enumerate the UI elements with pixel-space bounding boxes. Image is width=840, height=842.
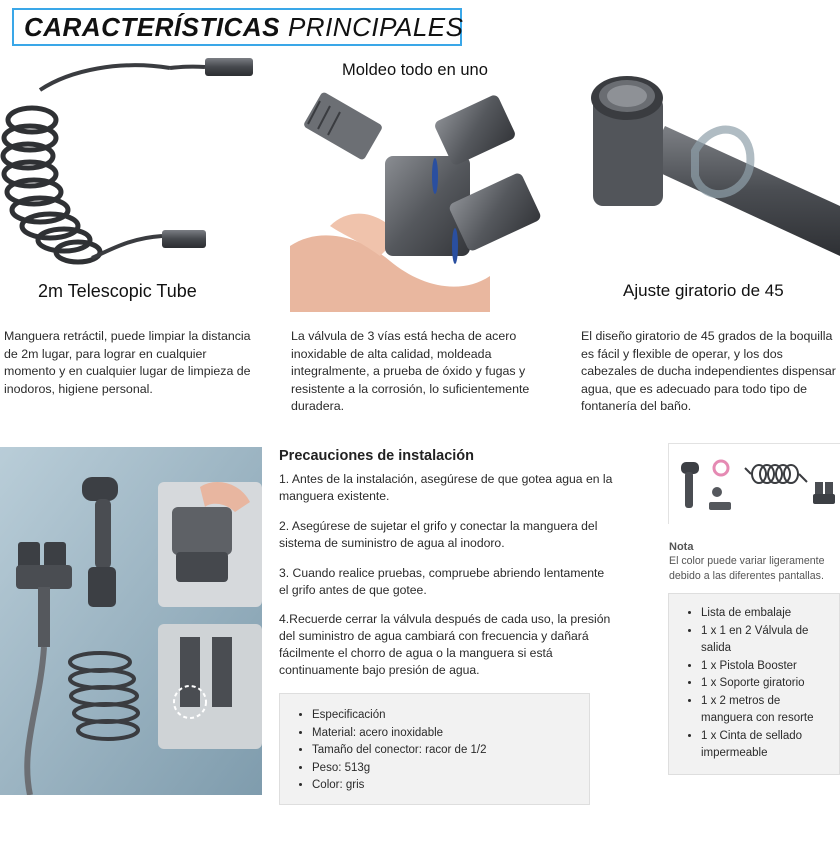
package-contents-image (668, 443, 840, 524)
feature-image-nozzle (585, 56, 840, 286)
installation-step-4: 4.Recuerde cerrar la válvula después de cada uso, la presión del suministro de agua cambiará con frecuencia y dañará fácilmente el chorro de agua o la manguera si está continuamente bajo presión de agua. (279, 612, 611, 677)
feature-description-3: El diseño giratorio de 45 grados de la boquilla es fácil y flexible de operar, y los dos cabezales de ducha independientes dispensar agua, que es adecuado para todo tipo de fontanería del baño. (581, 329, 836, 413)
feature-description-2: La válvula de 3 vías está hecha de acero inoxidable de alta calidad, moldeada integralmente, a prueba de óxido y fugas y resistente a la corrosión, lo suficientemente duradera. (291, 329, 530, 413)
spec-item: • Material: acero inoxidable (312, 725, 589, 743)
packing-item: • Lista de embalaje (701, 605, 831, 623)
spec-item: • Especificación (312, 707, 589, 725)
note-text: El color puede variar ligeramente debido a las diferentes pantallas. (669, 555, 825, 582)
feature-caption-2: Moldeo todo en uno (342, 61, 488, 79)
packing-list-panel (668, 593, 840, 775)
installation-photo (0, 447, 262, 795)
feature-image-valve (290, 86, 550, 312)
feature-description-1: Manguera retráctil, puede limpiar la distancia de 2m lugar, para lograr en cualquier momento y en cualquier lugar de limpieza de inodoros, higiene personal. (4, 329, 251, 396)
spec-item: • Tamaño del conector: racor de 1/2 (312, 742, 589, 760)
section-title-box (12, 8, 462, 46)
spec-item: • Color: gris (312, 777, 589, 795)
note-label: Nota (669, 541, 694, 553)
specs-panel (279, 693, 590, 805)
title-bold: CARACTERÍSTICAS (24, 11, 280, 42)
title-regular: PRINCIPALES (287, 11, 464, 42)
installation-step-1: 1. Antes de la instalación, asegúrese de que gotea agua en la manguera existente. (279, 472, 613, 503)
packing-item: • 1 x Soporte giratorio (701, 675, 831, 693)
installation-step-3: 3. Cuando realice pruebas, compruebe abriendo lentamente el grifo antes de que gotee. (279, 566, 605, 597)
spec-item: • Peso: 513g (312, 760, 589, 778)
feature-image-hose (0, 50, 260, 300)
packing-item: • 1 x Pistola Booster (701, 658, 831, 676)
packing-item: • 1 x Cinta de sellado impermeable (701, 728, 831, 763)
installation-title: Precauciones de instalación (279, 448, 475, 464)
feature-caption-3: Ajuste giratorio de 45 (623, 281, 784, 300)
feature-caption-1: 2m Telescopic Tube (38, 281, 197, 301)
installation-step-2: 2. Asegúrese de sujetar el grifo y conectar la manguera del sistema de suministro de agua al inodoro. (279, 519, 598, 550)
packing-item: • 1 x 2 metros de manguera con resorte (701, 693, 831, 728)
packing-item: • 1 x 1 en 2 Válvula de salida (701, 623, 831, 658)
